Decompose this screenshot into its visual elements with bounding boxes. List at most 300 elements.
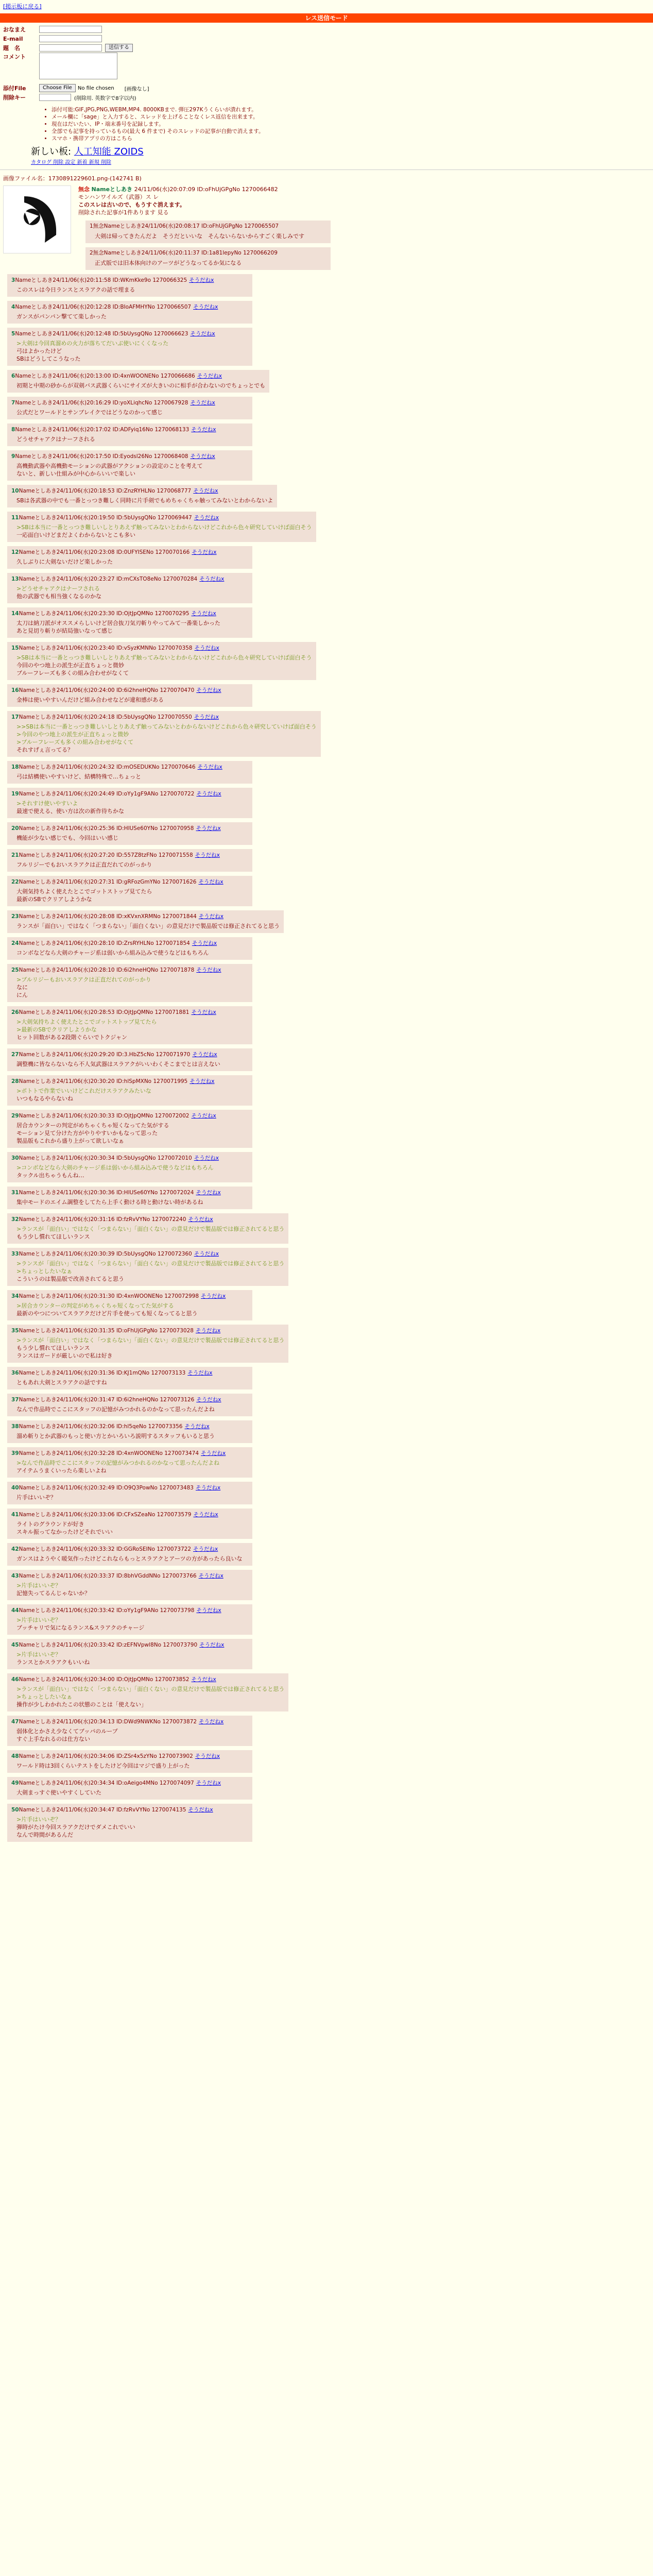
reply-meta — [11, 452, 248, 460]
reply-meta-text: Nameとしあき24/11/06(水)20:28:08 ID:xKVxnXRMNo 1270071844 — [19, 913, 197, 920]
reply-meta-text: Nameとしあき24/11/06(水)20:33:37 ID:8bhVGddNNo 1270073766 — [19, 1573, 197, 1579]
reply-body — [16, 1616, 248, 1632]
reply-line: >居合カウンターの判定がめちゃくちゃ短くなってた気がする — [16, 1302, 174, 1309]
notice-item[interactable]: • スマホ・携帯アプリの方はこちら — [51, 135, 653, 142]
reply-line: ガンスはようやく暖気作ったけどこれならもっとスラアクとアーツの方があったら良いな — [16, 1555, 243, 1562]
reply-body — [16, 834, 248, 842]
reply-post — [7, 512, 316, 542]
reply-line: 今回のやつ地上の派生が正直ちょっと微妙 — [16, 662, 124, 669]
like-link[interactable]: そうだねx — [197, 373, 222, 379]
comment-label: コメント — [3, 54, 26, 60]
reply-meta — [11, 487, 273, 495]
reply-post — [7, 301, 252, 324]
reply-number: 46 — [11, 1676, 19, 1683]
reply-meta — [11, 1189, 248, 1196]
reply-meta-text: Nameとしあき24/11/06(水)20:24:00 ID:6i2hneHQNo 1270070470 — [19, 687, 195, 693]
reply-meta-text: Nameとしあき24/11/06(水)20:24:49 ID:oYy1gF9ANo 1270070722 — [19, 791, 195, 797]
reply-meta-text: Nameとしあき24/11/06(水)20:34:00 ID:OjtJpQMNo 1270073852 — [19, 1676, 190, 1683]
reply-meta — [11, 1752, 248, 1760]
reply-meta — [11, 1292, 248, 1300]
reply-number: 22 — [11, 879, 19, 885]
file-choose-button[interactable]: Choose File — [39, 84, 76, 92]
reply-line: >SBは本当に一番とっつき難しいしとりあえず触ってみないとわからないけどこれから色々研究していけば面白そう — [16, 654, 312, 661]
reply-line: >ちょっとしたいなぁ — [16, 1268, 73, 1275]
small-links-text[interactable]: カタログ 削除 設定 新着 新規 削除 — [31, 160, 111, 165]
reply-post — [7, 822, 252, 845]
email-field[interactable] — [39, 35, 102, 42]
reply-meta-text: Nameとしあき24/11/06(水)20:30:20 ID:hlSpMXNo 1270071995 — [19, 1078, 188, 1084]
reply-line: 大剣まっすぐ使いやすくしていた — [16, 1789, 101, 1796]
reply-line: >大剣気持ちよく使えたとこでゴットストップ見てたら — [16, 1019, 157, 1025]
reply-line: >ちょっとしたいなぁ — [16, 1693, 73, 1700]
reply-row — [0, 680, 653, 707]
reply-body — [16, 1727, 248, 1743]
reply-row — [0, 1182, 653, 1209]
reply-meta — [11, 1250, 284, 1258]
like-link[interactable]: そうだねx — [192, 549, 217, 555]
reply-line: >ブルーフレーズも多くの組み合わせがなくて — [16, 739, 134, 745]
reply-line: >片手はいいぞ？ — [16, 1816, 61, 1823]
reply-post — [7, 1420, 252, 1443]
reply-post — [7, 1482, 252, 1504]
reply-meta — [11, 1077, 248, 1085]
reply-meta — [11, 1422, 248, 1430]
like-link[interactable]: そうだねx — [190, 453, 215, 460]
reply-number: 11 — [11, 515, 19, 521]
like-link[interactable]: そうだねx — [192, 940, 217, 946]
reply-body — [16, 1225, 284, 1241]
reply-meta — [11, 1369, 248, 1377]
reply-meta-text: Nameとしあき24/11/06(水)20:23:30 ID:OjtJpQMNo 1270070295 — [19, 611, 190, 617]
reply-number: 17 — [11, 714, 19, 720]
reply-line: 居合カウンターの判定がめちゃくちゃ短くなってた気がする — [16, 1122, 169, 1129]
reply-line: >ランスが「面白い」ではなく「つまらない」「面白くない」の意見だけで製品版では修正されてると思う — [16, 1337, 285, 1344]
like-link[interactable]: そうだねx — [194, 645, 219, 651]
like-link[interactable]: そうだねx — [196, 1780, 221, 1786]
like-link[interactable]: そうだねx — [190, 331, 215, 337]
reply-line: アイテムうまくいったら楽しいよね — [16, 1467, 107, 1474]
reply-body — [16, 313, 248, 320]
reply-meta — [11, 514, 312, 521]
reply-meta — [11, 399, 248, 406]
reply-number: 39 — [11, 1450, 19, 1456]
reply-line: もう少し慣れてほしいランス — [16, 1233, 90, 1240]
reply-line: 他の武器でも相当強くなるのかな — [16, 593, 101, 600]
reply-number: 12 — [11, 549, 19, 555]
reply-number: 45 — [11, 1642, 19, 1648]
reply-row — [0, 603, 653, 638]
reply-line: ランスはガードが厳しいので私は好き — [16, 1352, 113, 1359]
reply-line: >大剣は今回真溜めの火力が落ちてだいぶ使いにくくなった — [16, 340, 169, 347]
reply-meta — [11, 1215, 284, 1223]
reply-line: 高機動武器や高機動モーションの武器がアクションの設定のことを考えて — [16, 463, 203, 469]
thread-file-header: 画像ファイル名：1730891229601.png-(142741 B) — [3, 175, 142, 182]
name-field[interactable] — [39, 26, 102, 33]
reply-meta-text: Nameとしあき24/11/06(水)20:31:30 ID:4xnWOONENo 1270072998 — [19, 1293, 199, 1299]
reply-number: 6 — [11, 373, 15, 379]
like-link[interactable]: そうだねx — [201, 1293, 226, 1299]
reply-post — [7, 642, 316, 680]
reply-line: ランスとかスラアクもいいね — [16, 1659, 90, 1666]
like-link[interactable]: そうだねx — [194, 515, 219, 521]
reply-meta-text: Nameとしあき24/11/06(水)20:16:29 ID:yoXLiqhcNo 1270067928 — [15, 400, 188, 406]
reply-post — [7, 1394, 252, 1416]
reply-row — [0, 1320, 653, 1363]
reply-body — [16, 382, 265, 389]
reply-body — [16, 949, 248, 957]
reply-meta-text: Nameとしあき24/11/06(水)20:31:16 ID:fzRvVYNo 1270072240 — [19, 1216, 186, 1223]
like-link[interactable]: そうだねx — [199, 1719, 224, 1725]
reply-line: にん — [16, 992, 28, 998]
reply-number: 7 — [11, 400, 15, 406]
reply-body — [16, 1494, 248, 1501]
like-link[interactable]: そうだねx — [192, 1052, 217, 1058]
like-link[interactable]: そうだねx — [201, 1450, 226, 1456]
reply-meta — [11, 713, 317, 721]
reply-meta — [11, 1606, 248, 1614]
notices-list — [31, 106, 653, 142]
reply-meta-text: Nameとしあき24/11/06(水)20:30:39 ID:5bUysgQNo 1270072360 — [19, 1251, 192, 1257]
reply-meta — [11, 1008, 248, 1016]
reply-meta — [11, 644, 312, 652]
reply-body — [16, 1520, 248, 1536]
reply-line: 最速で使える、使い方は次の新作待ちかな — [16, 808, 124, 815]
comment-field[interactable] — [39, 53, 117, 79]
back-to-board-link[interactable]: [掲示板に戻る] — [3, 3, 42, 10]
reply-post — [7, 1248, 288, 1286]
reply-post — [7, 1750, 252, 1773]
reply-meta — [11, 1050, 248, 1058]
reply-line: いつもなるやらないね — [16, 1095, 73, 1102]
reply-number: 38 — [11, 1423, 19, 1430]
reply-row — [0, 707, 653, 757]
reply-meta-text: Nameとしあき24/11/06(水)20:30:34 ID:5bUysgQNo 1270072010 — [19, 1155, 192, 1161]
reply-row — [0, 1209, 653, 1244]
reply-number: 48 — [11, 1753, 19, 1759]
reply-meta — [11, 1154, 248, 1162]
reply-body — [16, 1582, 248, 1597]
like-link[interactable]: そうだねx — [195, 1753, 220, 1759]
reply-line: あと見切り斬りが結局強いなって感じ — [16, 628, 113, 634]
reply-line: 製品版もこれから盛り上がって欲しいなぁ — [16, 1138, 124, 1144]
reply-post — [7, 876, 252, 906]
reply-body — [16, 462, 248, 478]
like-link[interactable]: そうだねx — [191, 427, 216, 433]
reply-body — [16, 1260, 284, 1283]
reply-row — [0, 1669, 653, 1711]
reply-meta-text: Nameとしあき24/11/06(水)20:31:35 ID:oFhUjGPgNo 1270073028 — [19, 1328, 194, 1334]
no-image-toggle[interactable]: [画像なし] — [124, 86, 149, 92]
reply-body — [16, 619, 248, 635]
like-link[interactable]: そうだねx — [196, 1190, 221, 1196]
op-meta: 24/11/06(水)20:07:09 ID:oFhUjGPgNo 1270066482 — [134, 186, 278, 193]
reply-line: 弓はよかったけど — [16, 348, 62, 354]
reply-line: >SBは本当に一番とっつき難しいしとりあえず触ってみないとわからないけどこれから色々研究していけば面白そう — [16, 524, 312, 531]
reply-line: >それすけ使いやすいよ — [16, 800, 78, 807]
reply-meta-text: Nameとしあき24/11/06(水)20:34:13 ID:DWd9NWKNo 1270073872 — [19, 1719, 197, 1725]
reply-meta-text: Nameとしあき24/11/06(水)20:13:00 ID:4xnWOONENo 1270066686 — [15, 373, 195, 379]
reply-post — [7, 328, 252, 366]
reply-post — [7, 423, 252, 446]
reply-meta-text: Nameとしあき24/11/06(水)20:33:06 ID:CFxSZeaNo 1270073579 — [19, 1512, 192, 1518]
top-nav — [0, 0, 653, 10]
reply-meta-text: Nameとしあき24/11/06(水)20:23:08 ID:0UFYISENo 1270070166 — [19, 549, 190, 555]
reply-line: 最新のやつについてスラアクだけど片手を使っても短くなってると思う — [16, 1310, 198, 1317]
reply-meta-text: Nameとしあき24/11/06(水)20:12:48 ID:5bUysgQNo 1270066623 — [15, 331, 188, 337]
reply-number: 8 — [11, 427, 15, 433]
reply-meta-text: Nameとしあき24/11/06(水)20:32:28 ID:4xnWOONENo 1270073474 — [19, 1450, 199, 1456]
reply-meta — [11, 330, 248, 337]
reply-row — [0, 906, 653, 933]
reply-line: モーション見て分けた方がやりやすいかもなって思った — [16, 1130, 158, 1137]
reply-number: 44 — [11, 1607, 19, 1614]
op-post — [0, 182, 653, 270]
reply-line: 金棒は使いやすいんだけど組み合わせなどが違和感がある — [16, 697, 164, 703]
reply-body — [16, 1789, 248, 1797]
reply-number: 21 — [11, 852, 19, 858]
reply-line: SBは各武器の中でも一番とっつき難しく同時に片手剣でもめちゃくちゃ触ってみないとわからないよ — [16, 497, 273, 504]
reply-meta-text: Nameとしあき24/11/06(水)20:23:27 ID:mCXsTO8eNo 1270070284 — [19, 576, 198, 582]
op-thumbnail[interactable] — [3, 185, 71, 253]
reply-meta — [11, 1449, 248, 1457]
reply-number: 3 — [11, 277, 15, 283]
reply-meta — [11, 1806, 248, 1814]
reply-number: 43 — [11, 1573, 19, 1579]
reply-row — [0, 1478, 653, 1504]
reply-post — [7, 1543, 252, 1566]
like-link[interactable]: そうだねx — [188, 1807, 213, 1813]
file-status: No file chosen — [77, 85, 114, 91]
subject-field[interactable] — [39, 44, 102, 52]
reply-number: 36 — [11, 1370, 19, 1376]
reply-row — [0, 845, 653, 872]
reply-post — [7, 1777, 252, 1800]
like-link[interactable]: そうだねx — [195, 1485, 221, 1491]
submit-button[interactable]: 送信する — [105, 44, 133, 52]
op-line: モンハンワイルズ（武器）ス レ — [78, 194, 159, 200]
reply-number: 26 — [11, 1009, 19, 1015]
reply-post — [7, 1187, 252, 1209]
like-link[interactable]: そうだねx — [190, 1078, 215, 1084]
reply-line: SBはどうしてこうなった — [16, 355, 81, 362]
like-link[interactable]: そうだねx — [191, 1113, 216, 1119]
reply-post — [7, 1716, 252, 1746]
reply-meta-text: Nameとしあき24/11/06(水)20:28:53 ID:OjtJpQMNo 1270071881 — [19, 1009, 190, 1015]
reply-body — [16, 286, 248, 294]
reply-number: 49 — [11, 1780, 19, 1786]
reply-line: 弱体化とかさえ少なくてブッパのループ — [16, 1728, 118, 1735]
reply-post — [7, 910, 284, 933]
reply-body — [16, 1164, 248, 1179]
reply-number: 5 — [11, 331, 15, 337]
new-board-link[interactable]: 人工知能 ZOIDS — [74, 146, 144, 157]
like-link[interactable]: そうだねx — [189, 277, 214, 283]
reply-meta — [11, 1484, 248, 1492]
reply-meta-text: Nameとしあき24/11/06(水)20:32:06 ID:hl5qeNo 1270073356 — [19, 1423, 183, 1430]
notice-item: • 添付可能:GIF,JPG,PNG,WEBM,MP4. 8000KBまで. 弾圧297Kうくらいが潰れます。 — [51, 106, 653, 113]
reply-line: >コンボなどなら大剣のチャージ系は弱いから組み込みで使うなどはもちろん — [16, 1164, 214, 1171]
reply-line: 集中モードのエイム調整をしてたら上手く動ける時と動けない時があるね — [16, 1199, 203, 1206]
reply-row — [0, 1002, 653, 1044]
reply-post — [7, 1048, 252, 1071]
like-link[interactable]: そうだねx — [196, 687, 221, 693]
like-link[interactable]: そうだねx — [196, 1397, 221, 1403]
reply-body — [16, 1459, 248, 1475]
reply-number: 30 — [11, 1155, 19, 1161]
reply-number: 29 — [11, 1113, 19, 1119]
reply-row — [0, 1148, 653, 1182]
reply-number: 27 — [11, 1052, 19, 1058]
reply-row — [0, 297, 653, 324]
reply-number: 35 — [11, 1328, 19, 1334]
like-link[interactable]: そうだねx — [193, 1512, 218, 1518]
reply-body — [16, 1018, 248, 1041]
like-link[interactable]: そうだねx — [184, 1423, 210, 1430]
reply-post — [7, 274, 252, 297]
reply-line: フルリジーでもおいスラアクは正直だれてのがっかり — [16, 861, 152, 868]
reply-meta: 1無念Nameとしあき24/11/06(水)20:08:17 ID:oFhUjGPgNo 1270065507 — [90, 223, 279, 229]
reply-line: なんで時間があるんだ — [16, 1832, 73, 1838]
reply-number: 37 — [11, 1397, 19, 1403]
like-link[interactable]: そうだねx — [188, 1216, 213, 1223]
like-link[interactable]: そうだねx — [191, 611, 216, 617]
delkey-field[interactable] — [39, 94, 71, 101]
like-link[interactable]: そうだねx — [198, 1573, 224, 1579]
notice-item: • メール欄に「sage」と入力すると、スレッドを上げることなくレス返信を出来ます。 — [51, 113, 653, 121]
reply-post — [7, 1804, 252, 1842]
reply-body — [16, 1555, 248, 1563]
like-link[interactable]: そうだねx — [193, 488, 218, 494]
reply-meta: 2無念Nameとしあき24/11/06(水)20:11:37 ID:1a81lepyNo 1270066209 — [90, 250, 278, 256]
reply-meta — [11, 609, 248, 617]
small-links — [31, 158, 653, 165]
reply-number: 28 — [11, 1078, 19, 1084]
like-link[interactable]: そうだねx — [198, 879, 224, 885]
like-link[interactable]: そうだねx — [195, 1328, 221, 1334]
reply-row — [0, 1711, 653, 1746]
like-link[interactable]: そうだねx — [187, 1370, 213, 1376]
reply-number: 19 — [11, 791, 19, 797]
reply-post — [7, 1570, 252, 1600]
reply-body — [16, 800, 248, 815]
reply-line: ライトのグラウンドが好き — [16, 1521, 84, 1528]
reply-row — [0, 960, 653, 1002]
like-link[interactable]: そうだねx — [198, 913, 224, 920]
reply-line: >ランスが「面白い」ではなく「つまらない」「面白くない」の意見だけで製品版では修正されてると思う — [16, 1226, 285, 1232]
reply-row — [0, 1106, 653, 1148]
reply-body — [16, 1122, 248, 1145]
reply-line: ブルーフレーズも多くの組み合わせがなくて — [16, 670, 129, 676]
reply-body — [16, 1087, 248, 1103]
like-link[interactable]: そうだねx — [195, 852, 220, 858]
reply-meta-text: Nameとしあき24/11/06(水)20:30:33 ID:OjtJpQMNo 1270072002 — [19, 1113, 190, 1119]
reply-meta-text: Nameとしあき24/11/06(水)20:27:31 ID:gRFozGmYNo 1270071626 — [19, 879, 197, 885]
reply-row — [0, 818, 653, 845]
reply-row — [0, 1443, 653, 1478]
like-link[interactable]: そうだねx — [199, 1642, 225, 1648]
like-link[interactable]: そうだねx — [194, 1155, 219, 1161]
reply-post — [7, 573, 252, 603]
reply-body: 正式版では旧本体向けのアーツがどうなってるか気になる — [95, 260, 242, 266]
reply-line: >片手はいいぞ？ — [16, 1651, 61, 1658]
op-name: Nameとしあき — [91, 186, 133, 193]
reply-line: >どうせチャアクはナーフされる — [16, 585, 100, 592]
op-content — [78, 185, 331, 270]
reply-row — [0, 1416, 653, 1443]
like-link[interactable]: そうだねx — [191, 1009, 216, 1015]
reply-line: コンボなどなら大剣のチャージ系は弱いから組み込みで使うなどはもちろん — [16, 950, 209, 956]
reply-meta-text: Nameとしあき24/11/06(水)20:32:49 ID:O9Q3PowNo 1270073483 — [19, 1485, 194, 1491]
like-link[interactable]: そうだねx — [194, 714, 219, 720]
like-link[interactable]: そうだねx — [196, 825, 221, 832]
reply-number: 25 — [11, 967, 19, 973]
reply-meta — [11, 426, 248, 433]
reply-meta — [11, 372, 265, 380]
reply-line: >ランスが「面白い」ではなく「つまらない」「面白くない」の意見だけで製品版では修正されてると思う — [16, 1686, 285, 1692]
reply-meta — [11, 1718, 248, 1725]
reply-row — [0, 270, 653, 297]
reply-row — [0, 933, 653, 960]
reply-line: >片手はいいぞ？ — [16, 1582, 61, 1589]
reply-post — [7, 450, 252, 481]
reply-meta — [11, 686, 248, 694]
like-link[interactable]: そうだねx — [196, 1607, 221, 1614]
reply-post — [7, 1673, 288, 1711]
reply-body — [16, 1336, 284, 1360]
reply-post — [7, 546, 252, 569]
reply-line: ヒット回数がある2段階ぐらいでトクジャン — [16, 1034, 128, 1041]
like-link[interactable]: そうだねx — [196, 967, 221, 973]
like-link[interactable]: そうだねx — [191, 1676, 216, 1683]
reply-number: 15 — [11, 645, 19, 651]
like-link[interactable]: そうだねx — [190, 400, 215, 406]
reply-body — [16, 1379, 248, 1386]
reply-row — [0, 569, 653, 603]
reply-row — [0, 1539, 653, 1566]
reply-number: 20 — [11, 825, 19, 832]
like-link[interactable]: そうだねx — [196, 791, 221, 797]
reply-line: 公式だとワールドとサンブレイクではどうなのかって感じ — [16, 409, 163, 416]
reply-line: 最新のSBでクリアしようかな — [16, 896, 92, 903]
reply-line: >片手はいいぞ？ — [16, 1617, 61, 1623]
reply-body — [16, 1198, 248, 1206]
like-link[interactable]: そうだねx — [197, 764, 222, 770]
reply-post — [7, 1509, 252, 1539]
reply-meta — [11, 1112, 248, 1120]
like-link[interactable]: そうだねx — [193, 304, 218, 310]
reply-number: 31 — [11, 1190, 19, 1196]
reply-body — [16, 340, 248, 363]
reply-row — [0, 324, 653, 366]
like-link[interactable]: そうだねx — [199, 576, 225, 582]
reply-post — [7, 937, 252, 960]
like-link[interactable]: そうだねx — [193, 1546, 218, 1552]
reply-row — [0, 1389, 653, 1416]
reply-meta — [11, 1641, 248, 1649]
reply-row — [0, 419, 653, 446]
reply-number: 13 — [11, 576, 19, 582]
like-link[interactable]: そうだねx — [194, 1251, 219, 1257]
reply-post — [7, 1213, 288, 1244]
reply-line: >ポトトで作業でいいけどこれだけスラアクみたいな — [16, 1088, 151, 1094]
reply-line: ガンスがパンパン撃てて楽しかった — [16, 313, 107, 320]
reply-line: >ランスが「面白い」ではなく「つまらない」「面白くない」の意見だけで製品版では修正されてると思う — [16, 1260, 285, 1267]
op-line: このスレは古いので、もうすぐ消えます。 — [78, 201, 185, 208]
reply-meta — [11, 575, 248, 583]
weapon-icon — [9, 191, 65, 248]
reply-meta-text: Nameとしあき24/11/06(水)20:34:34 ID:oAeigo4MNo 1270074097 — [19, 1780, 194, 1786]
reply-post — [7, 485, 277, 507]
